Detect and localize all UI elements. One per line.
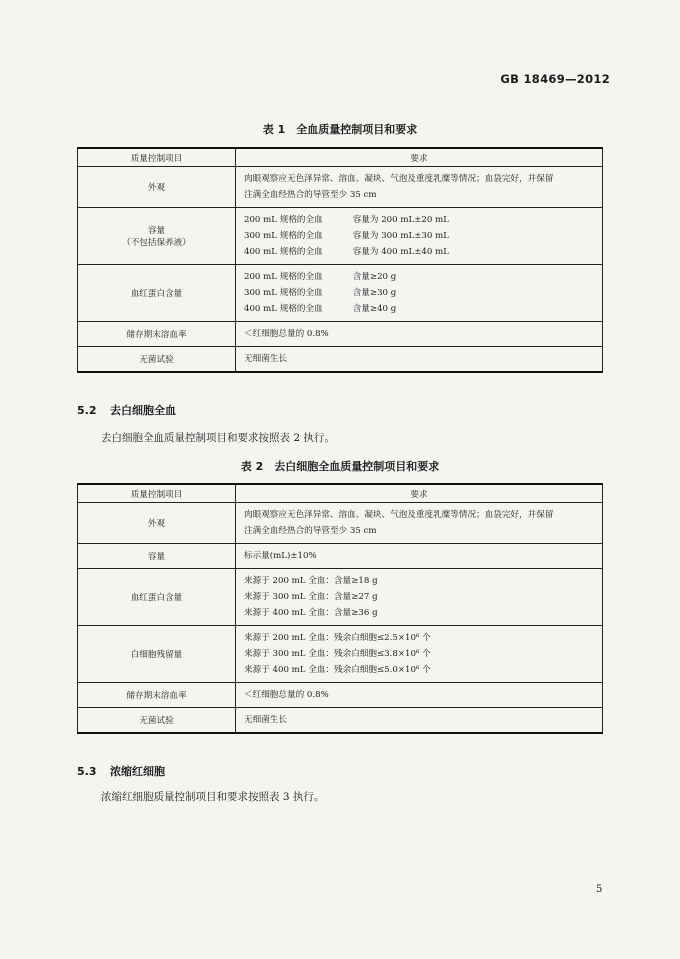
table2 bbox=[77, 483, 603, 734]
table-row bbox=[78, 708, 603, 734]
requirement-cell: ＜红细胞总量的 0.8% bbox=[236, 322, 603, 347]
item-cell: 外观 bbox=[78, 503, 236, 544]
table-row bbox=[78, 569, 603, 626]
standard-code: GB 18469—2012 bbox=[500, 72, 610, 86]
item-cell: 储存期末溶血率 bbox=[78, 322, 236, 347]
requirement-cell: 无细菌生长 bbox=[236, 347, 603, 373]
column-header-item: 质量控制项目 bbox=[78, 148, 236, 167]
section-5-2-paragraph: 去白细胞全血质量控制项目和要求按照表 2 执行。 bbox=[101, 432, 335, 444]
section-heading-5-3: 5.3 浓缩红细胞 bbox=[77, 765, 165, 778]
requirement-cell: 标示量(mL)±10% bbox=[236, 544, 603, 569]
table-row bbox=[78, 322, 603, 347]
requirement-cell: 肉眼观察应无色泽异常、溶血、凝块、气泡及重度乳糜等情况；血袋完好，并保留 注满全血经热合的导管至少 35 cm bbox=[236, 167, 603, 208]
table-row bbox=[78, 683, 603, 708]
table-row bbox=[78, 503, 603, 544]
section-5-3-paragraph: 浓缩红细胞质量控制项目和要求按照表 3 执行。 bbox=[101, 791, 325, 803]
table-row bbox=[78, 626, 603, 683]
requirement-cell: 肉眼观察应无色泽异常、溶血、凝块、气泡及重度乳糜等情况；血袋完好，并保留 注满全血经热合的导管至少 35 cm bbox=[236, 503, 603, 544]
table-row bbox=[78, 167, 603, 208]
table-header-row bbox=[78, 484, 603, 503]
table1-caption: 表 1 全血质量控制项目和要求 bbox=[262, 123, 418, 136]
item-cell: 白细胞残留量 bbox=[78, 626, 236, 683]
requirement-cell: 来源于 200 mL 全血：残余白细胞≤2.5×10⁶ 个 来源于 300 mL 全血：残余白细胞≤3.8×10⁶ 个 来源于 400 mL 全血：残余白细胞≤5.0×10⁶ 个 bbox=[236, 626, 603, 683]
column-header-requirement: 要求 bbox=[236, 484, 603, 503]
requirement-cell: 200 mL 规格的全血 含量≥20 g 300 mL 规格的全血 含量≥30 g 400 mL 规格的全血 含量≥40 g bbox=[236, 265, 603, 322]
table-row bbox=[78, 347, 603, 373]
table1 bbox=[77, 147, 603, 373]
requirement-cell: 无细菌生长 bbox=[236, 708, 603, 734]
item-cell: 无菌试验 bbox=[78, 347, 236, 373]
table-header-row bbox=[78, 148, 603, 167]
item-cell: 容量 （不包括保养液） bbox=[78, 208, 236, 265]
column-header-item: 质量控制项目 bbox=[78, 484, 236, 503]
requirement-cell: 来源于 200 mL 全血：含量≥18 g 来源于 300 mL 全血：含量≥27 g 来源于 400 mL 全血：含量≥36 g bbox=[236, 569, 603, 626]
table-row bbox=[78, 208, 603, 265]
item-cell: 外观 bbox=[78, 167, 236, 208]
item-cell: 血红蛋白含量 bbox=[78, 569, 236, 626]
requirement-cell: ＜红细胞总量的 0.8% bbox=[236, 683, 603, 708]
table-row bbox=[78, 544, 603, 569]
item-cell: 容量 bbox=[78, 544, 236, 569]
page-number: 5 bbox=[596, 884, 603, 895]
item-cell: 血红蛋白含量 bbox=[78, 265, 236, 322]
item-cell: 无菌试验 bbox=[78, 708, 236, 734]
requirement-cell: 200 mL 规格的全血 容量为 200 mL±20 mL 300 mL 规格的全血 容量为 300 mL±30 mL 400 mL 规格的全血 容量为 400 mL±40 mL bbox=[236, 208, 603, 265]
section-heading-5-2: 5.2 去白细胞全血 bbox=[77, 404, 176, 417]
table2-caption: 表 2 去白细胞全血质量控制项目和要求 bbox=[240, 460, 440, 473]
item-cell: 储存期末溶血率 bbox=[78, 683, 236, 708]
column-header-requirement: 要求 bbox=[236, 148, 603, 167]
table-row bbox=[78, 265, 603, 322]
